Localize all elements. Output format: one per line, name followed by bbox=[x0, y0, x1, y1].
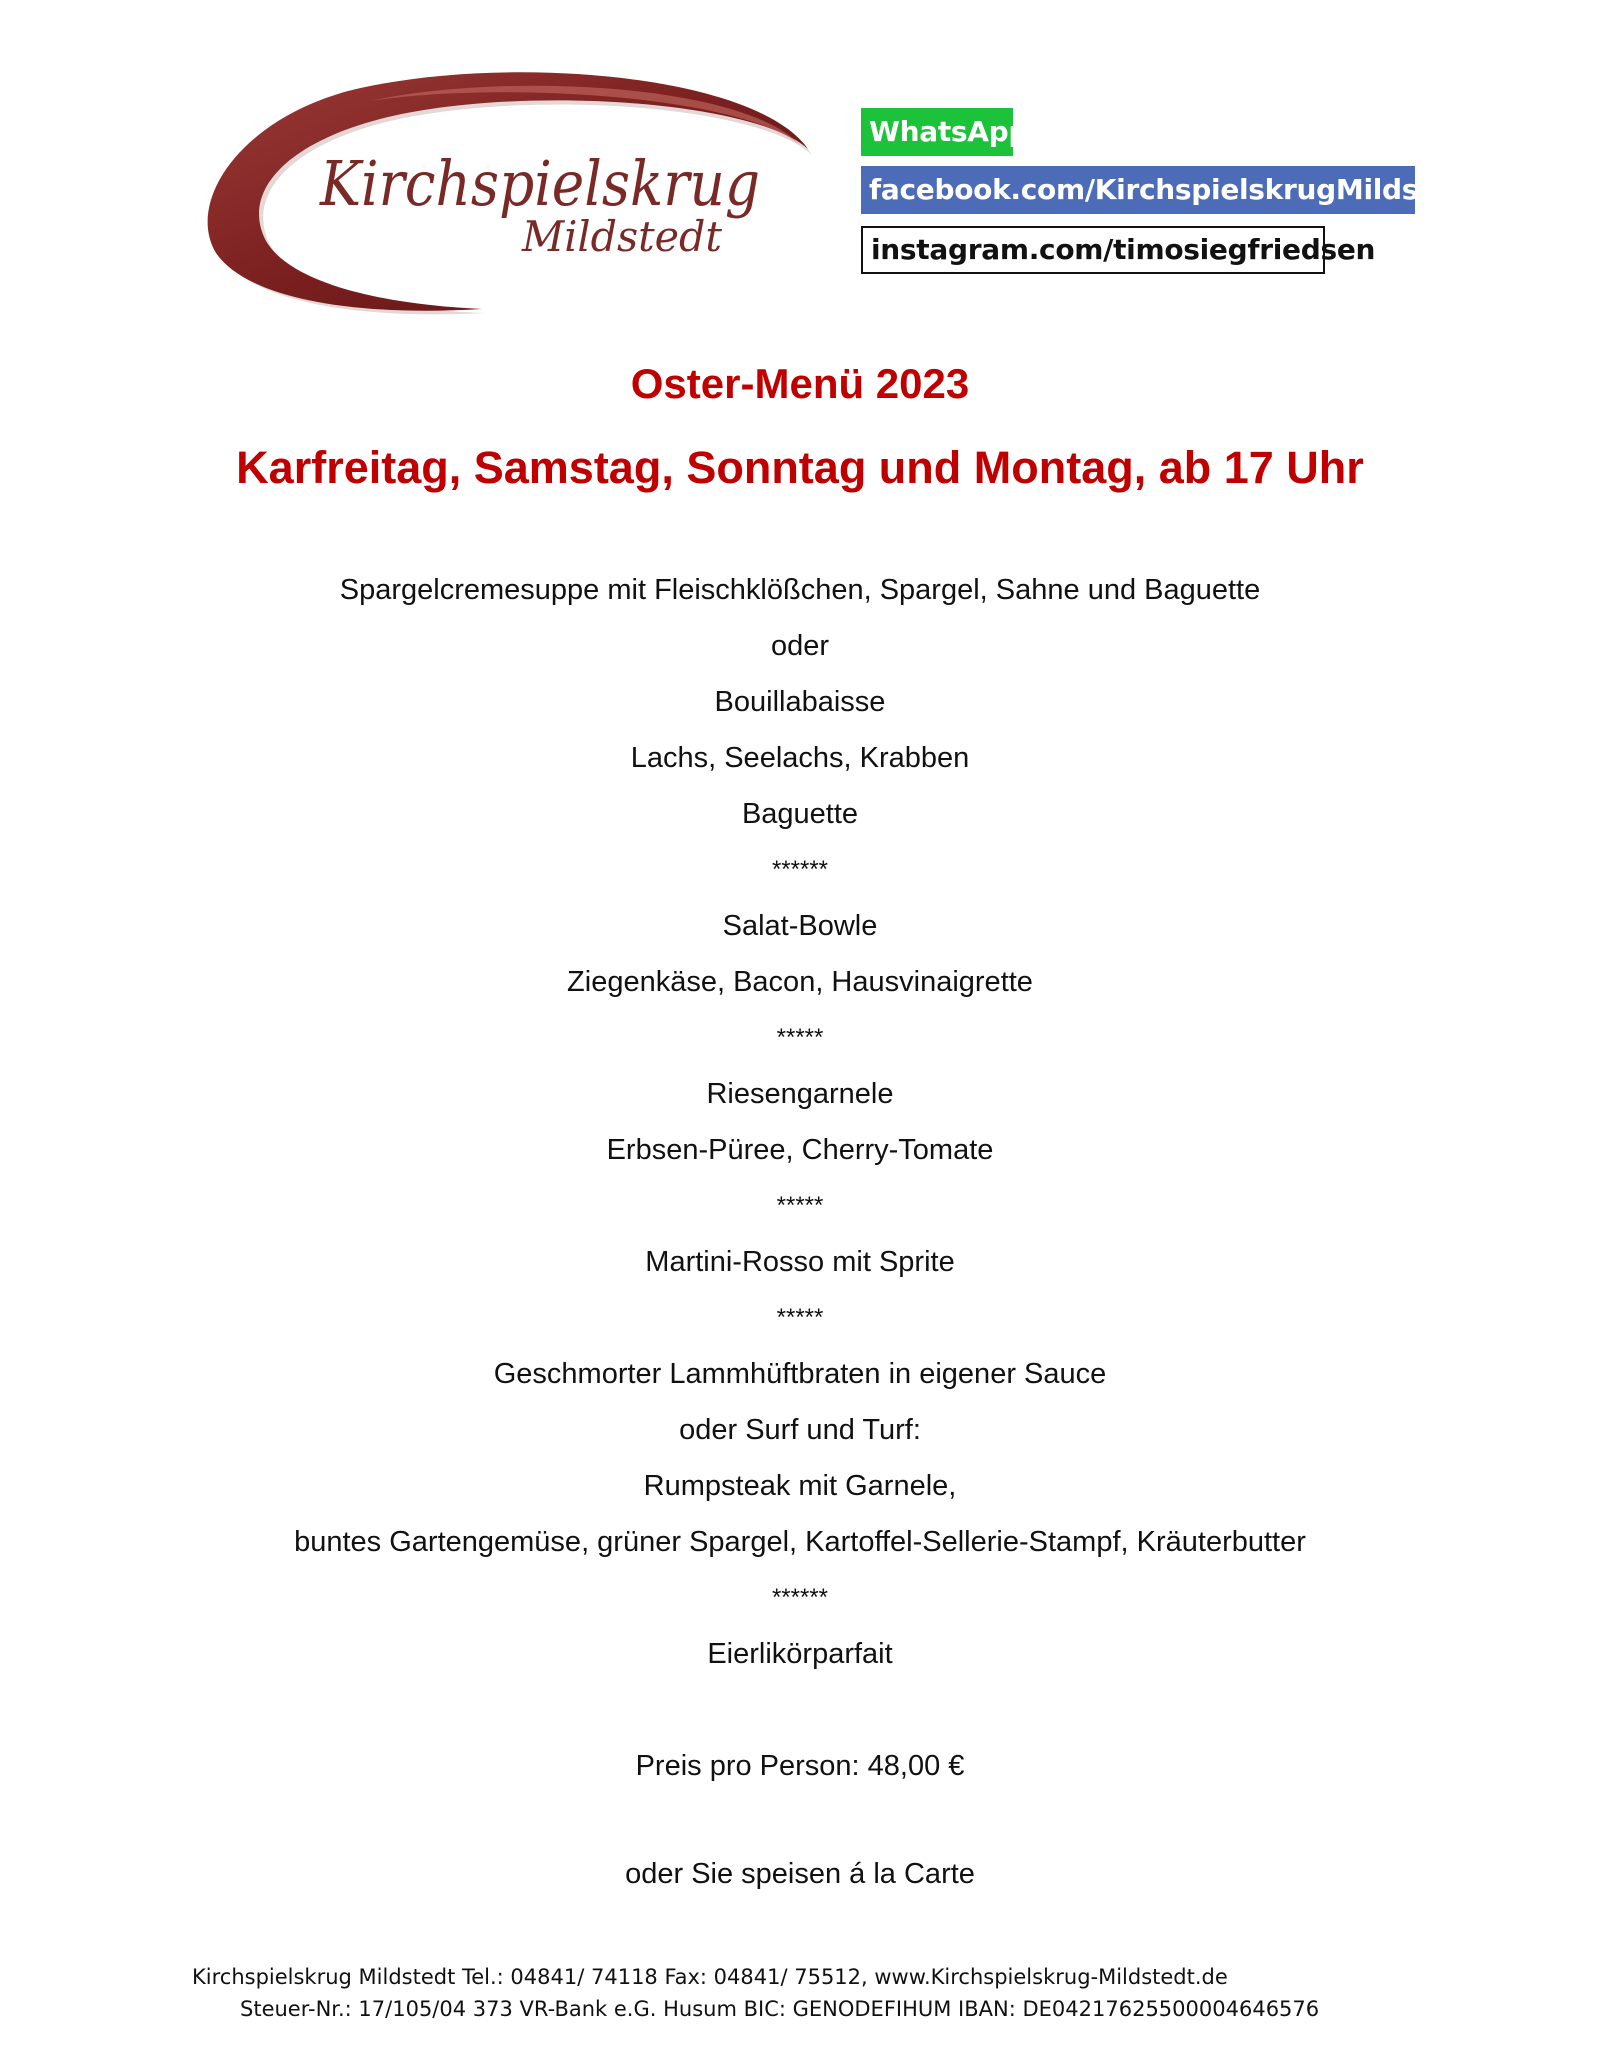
logo-name-text: Kirchspielskrug bbox=[319, 147, 760, 220]
footer-contact: Kirchspielskrug Mildstedt Tel.: 04841/ 74118 Fax: 04841/ 75512, www.Kirchspielskrug-Mildstedt.de bbox=[192, 1965, 1228, 1989]
course-separator: ****** bbox=[771, 1584, 829, 1611]
menu-title: Oster-Menü 2023 bbox=[630, 360, 970, 407]
menu-line: Bouillabaisse bbox=[714, 686, 886, 718]
menu-line: Lachs, Seelachs, Krabben bbox=[630, 742, 970, 774]
menu-line: Martini-Rosso mit Sprite bbox=[645, 1246, 955, 1278]
menu-line: Eierlikörparfait bbox=[707, 1638, 893, 1670]
instagram-link[interactable]: instagram.com/timosiegfriedsen bbox=[861, 226, 1325, 274]
whatsapp-badge[interactable]: WhatsApp bbox=[861, 108, 1013, 156]
restaurant-logo bbox=[200, 55, 840, 325]
menu-line: Baguette bbox=[741, 798, 859, 830]
menu-line: oder Surf und Turf: bbox=[679, 1414, 921, 1446]
menu-line: Erbsen-Püree, Cherry-Tomate bbox=[606, 1134, 994, 1166]
facebook-link[interactable]: facebook.com/KirchspielskrugMildstedt bbox=[861, 166, 1415, 214]
menu-line: buntes Gartengemüse, grüner Spargel, Kartoffel-Sellerie-Stampf, Kräuterbutter bbox=[294, 1526, 1306, 1558]
menu-line: Riesengarnele bbox=[706, 1078, 894, 1110]
menu-dates: Karfreitag, Samstag, Sonntag und Montag, ab 17 Uhr bbox=[236, 442, 1364, 493]
a-la-carte-note: oder Sie speisen á la Carte bbox=[625, 1858, 975, 1890]
menu-line: Spargelcremesuppe mit Fleischklößchen, Spargel, Sahne und Baguette bbox=[339, 574, 1261, 606]
menu-line: Geschmorter Lammhüftbraten in eigener Sauce bbox=[493, 1358, 1107, 1390]
course-separator: ***** bbox=[776, 1024, 824, 1051]
menu-line: oder bbox=[770, 630, 830, 662]
course-separator: ***** bbox=[776, 1192, 824, 1219]
logo-place-text: Mildstedt bbox=[521, 212, 723, 261]
menu-line: Salat-Bowle bbox=[722, 910, 878, 942]
menu-line: Ziegenkäse, Bacon, Hausvinaigrette bbox=[567, 966, 1033, 998]
course-separator: ****** bbox=[771, 856, 829, 883]
course-separator: ***** bbox=[776, 1304, 824, 1331]
menu-courses bbox=[0, 562, 1600, 1682]
footer-bank-details: Steuer-Nr.: 17/105/04 373 VR-Bank e.G. Husum BIC: GENODEFIHUM IBAN: DE04217625500004646576 bbox=[240, 1997, 1320, 2021]
price-per-person: Preis pro Person: 48,00 € bbox=[635, 1750, 965, 1782]
logo-swoosh-graphic bbox=[200, 55, 840, 325]
menu-line: Rumpsteak mit Garnele, bbox=[643, 1470, 957, 1502]
